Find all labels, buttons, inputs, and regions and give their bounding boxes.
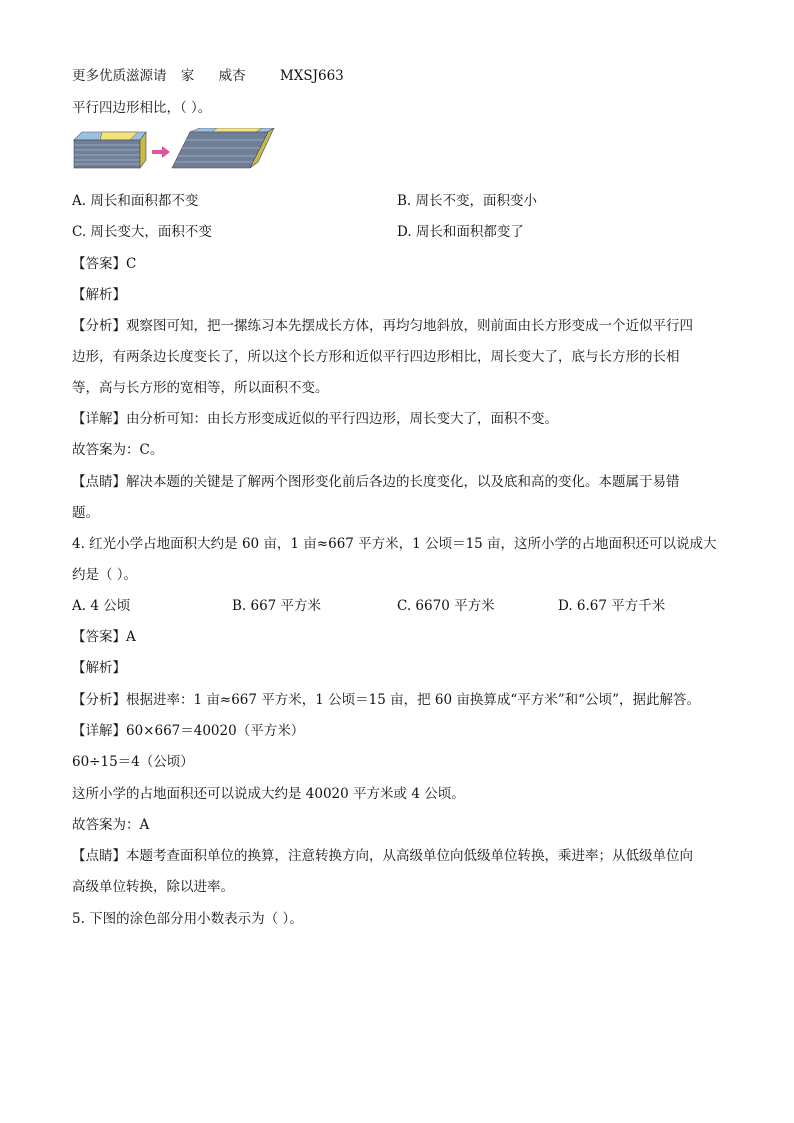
q4-calc-2: 60÷15＝4（公顷） <box>72 754 194 770</box>
page-header <box>72 67 344 85</box>
q5-stem: 5. 下图的涂色部分用小数表示为（ ）。 <box>72 911 303 927</box>
q4-conclusion: 这所小学的占地面积还可以说成大约是 40020 平方米或 4 公顷。 <box>72 786 465 802</box>
q3-option-c: C. 周长变大，面积不变 <box>72 224 212 240</box>
header-text-c: 威杏 <box>218 68 246 84</box>
q3-dianjing-line-1: 【点睛】解决本题的关键是了解两个图形变化前后各边的长度变化，以及底和高的变化。本题属于易错 <box>72 474 680 490</box>
q3-stem-tail: 平行四边形相比，（ ）。 <box>72 100 212 116</box>
q3-fenxi-line-2: 边形，有两条边长度变长了，所以这个长方形和近似平行四边形相比，周长变大了，底与长方形的长相 <box>72 349 680 365</box>
q3-fenxi-line-1: 【分析】观察图可知，把一摞练习本先摆成长方体，再均匀地斜放，则前面由长方形变成一个近似平行四 <box>72 318 693 334</box>
q4-xiangjie: 【详解】60×667＝40020（平方米） <box>72 723 305 739</box>
q4-analysis-label: 【解析】 <box>72 660 126 676</box>
arrow-right-icon <box>152 146 170 158</box>
q4-option-b: B. 667 平方米 <box>232 598 322 614</box>
rectangular-stack <box>74 132 146 168</box>
q4-stem-line-1: 4. 红光小学占地面积大约是 60 亩，1 亩≈667 平方米，1 公顷＝15 亩，这所小学的占地面积还可以说成大 <box>72 536 717 552</box>
q3-fenxi-line-3: 等，高与长方形的宽相等，所以面积不变。 <box>72 380 329 396</box>
q4-answer: 【答案】A <box>72 629 136 645</box>
header-text-a: 更多优质滋源请 <box>72 68 167 84</box>
q3-figure <box>72 128 282 178</box>
header-text-b: 家 <box>180 68 195 84</box>
q3-option-b: B. 周长不变，面积变小 <box>397 193 538 209</box>
q4-stem-line-2: 约是（ ）。 <box>72 567 138 583</box>
q4-final-answer: 故答案为：A <box>72 817 150 833</box>
q4-option-d: D. 6.67 平方千米 <box>558 598 666 614</box>
q4-fenxi: 【分析】根据进率：1 亩≈667 平方米，1 公顷＝15 亩，把 60 亩换算成“平方米”和“公顷”，据此解答。 <box>72 692 700 708</box>
q3-answer: 【答案】C <box>72 256 137 272</box>
q3-xiangjie: 【详解】由分析可知：由长方形变成近似的平行四边形，周长变大了，面积不变。 <box>72 411 558 427</box>
q3-option-d: D. 周长和面积都变了 <box>397 224 524 240</box>
q4-dianjing-line-1: 【点睛】本题考查面积单位的换算，注意转换方向，从高级单位向低级单位转换，乘进率；从低级单位向 <box>72 848 693 864</box>
header-text-d: MXSJ663 <box>279 68 344 84</box>
q3-final-answer: 故答案为：C。 <box>72 442 164 458</box>
slanted-stack <box>172 128 274 168</box>
q4-dianjing-line-2: 高级单位转换，除以进率。 <box>72 879 234 895</box>
q4-option-a: A. 4 公顷 <box>72 598 131 614</box>
q3-option-a: A. 周长和面积都不变 <box>72 193 199 209</box>
q3-dianjing-line-2: 题。 <box>72 505 99 521</box>
notebook-stack-illustration <box>72 128 282 178</box>
q4-option-c: C. 6670 平方米 <box>397 598 495 614</box>
q3-analysis-label: 【解析】 <box>72 287 126 303</box>
